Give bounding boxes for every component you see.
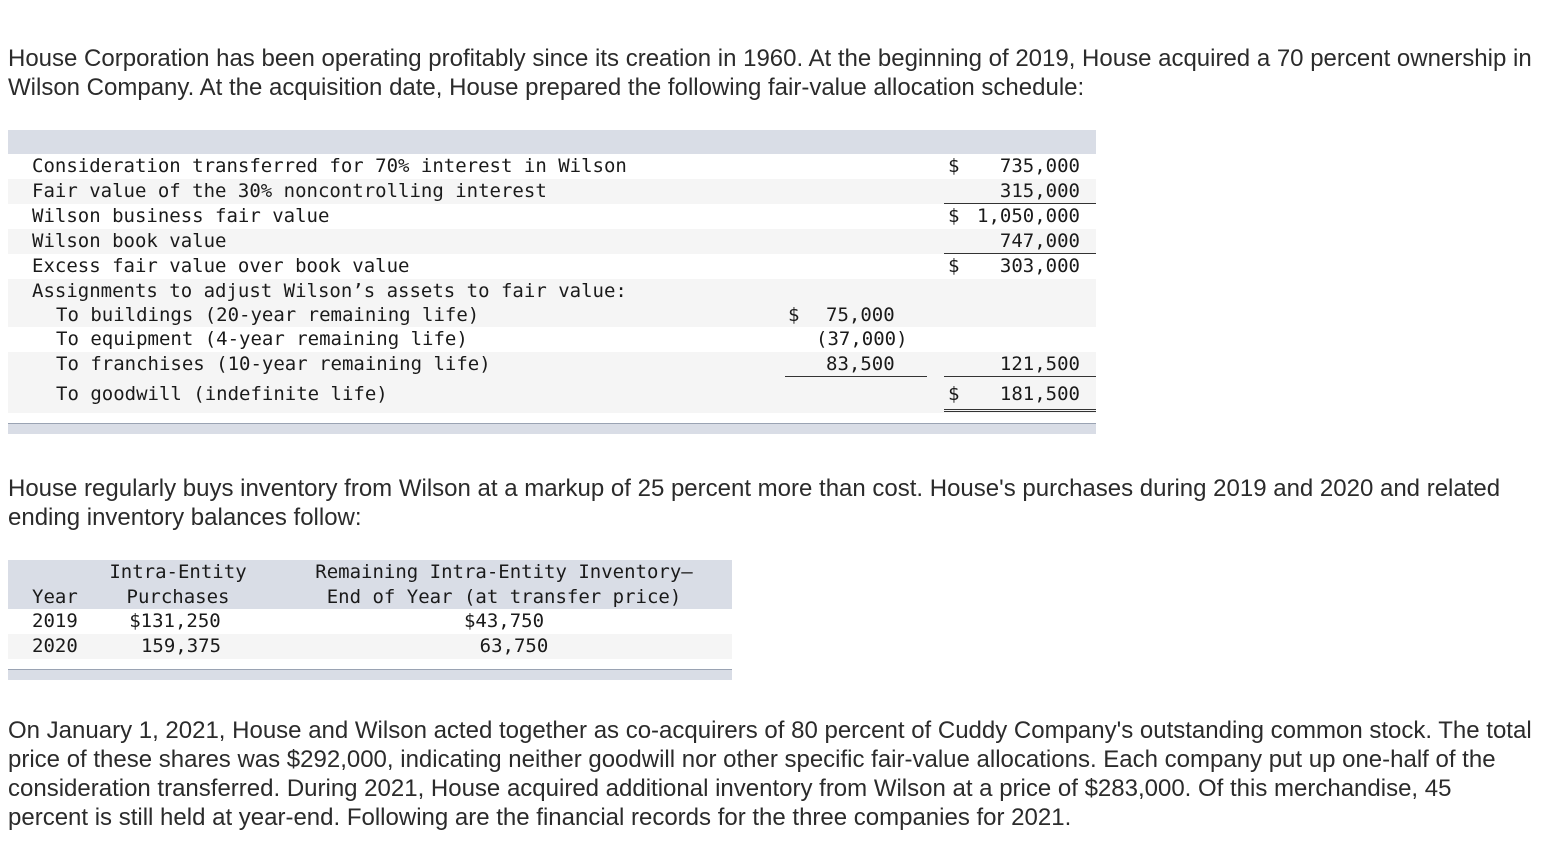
table-row: [8, 327, 1096, 352]
cell-purchases: $131,250: [129, 610, 221, 632]
right-value: 315,000: [999, 180, 1080, 202]
right-value: 735,000: [999, 155, 1080, 177]
row-label: Wilson business fair value: [32, 205, 330, 227]
header-purchases-line1: Intra-Entity: [109, 561, 247, 583]
mid-value: 83,500: [826, 353, 895, 375]
header-remaining-line2: End of Year (at transfer price): [326, 586, 682, 608]
right-value: 121,500: [999, 353, 1080, 375]
table-row: [8, 254, 1096, 279]
inventory-paragraph: House regularly buys inventory from Wilson at a markup of 25 percent more than cost. House's purchases during 2019 and 2020 and related ending inventory balances follow:: [8, 475, 1501, 531]
table-row: [8, 303, 1096, 327]
row-label: To goodwill (indefinite life): [56, 383, 388, 405]
table-row: [8, 634, 732, 659]
dollar-sign: $: [948, 255, 960, 277]
double-underline: [944, 409, 1096, 410]
row-label: To franchises (10-year remaining life): [56, 353, 491, 375]
table-header-band: [8, 130, 1096, 154]
intro-paragraph: House Corporation has been operating profitably since its creation in 1960. At the beginning of 2019, House acquired a 70 percent ownership in Wilson Company. At the acquisition date, House prepared the following fair-value allocation schedule:: [8, 45, 1532, 101]
table-footer-band: [8, 423, 1096, 434]
right-value: 1,050,000: [977, 205, 1080, 227]
table-header: [8, 560, 732, 609]
mid-value: (37,000): [816, 328, 908, 350]
header-purchases-line2: Purchases: [126, 586, 230, 608]
cell-remaining: $43,750: [463, 610, 545, 632]
right-value: 181,500: [999, 383, 1080, 405]
table-row: [8, 204, 1096, 229]
intra-entity-inventory-table: [8, 560, 732, 680]
table-row: [8, 609, 732, 634]
right-value: 747,000: [999, 230, 1080, 252]
cell-remaining: 63,750: [479, 635, 549, 657]
row-label: To equipment (4-year remaining life): [56, 328, 468, 350]
header-remaining-line1: Remaining Intra-Entity Inventory—: [315, 561, 693, 583]
row-label: To buildings (20-year remaining life): [56, 304, 480, 326]
header-year: Year: [32, 586, 78, 608]
cell-year: 2019: [32, 610, 78, 632]
mid-value: 75,000: [826, 304, 895, 326]
dollar-sign: $: [788, 304, 800, 326]
table-footer-band: [8, 669, 732, 680]
right-value: 303,000: [999, 255, 1080, 277]
row-label: Excess fair value over book value: [32, 255, 410, 277]
dollar-sign: $: [948, 383, 960, 405]
table-row: [8, 179, 1096, 204]
table-row: [8, 377, 1096, 413]
cuddy-paragraph: On January 1, 2021, House and Wilson acted together as co-acquirers of 80 percent of Cuddy Company's outstanding common stock. The total price of these shares was $292,000, indicating neither goodwill nor other specific fair-value allocations. Each company put up one-half of the consideration transferred. During 2021, House acquired additional inventory from Wilson at a price of $283,000. Of this merchandise, 45 percent is still held at year-end. Following are the financial records for the three companies for 2021.: [8, 717, 1532, 831]
cell-purchases: 159,375: [140, 635, 222, 657]
row-label: Fair value of the 30% noncontrolling interest: [32, 180, 547, 202]
row-label: Assignments to adjust Wilson’s assets to fair value:: [32, 280, 627, 302]
cell-year: 2020: [32, 635, 78, 657]
table-row: [8, 154, 1096, 179]
row-label: Consideration transferred for 70% interest in Wilson: [32, 155, 627, 177]
double-underline: [944, 411, 1096, 412]
fair-value-allocation-table: [8, 130, 1096, 434]
table-row: [8, 229, 1096, 254]
dollar-sign: $: [948, 155, 960, 177]
row-label: Wilson book value: [32, 230, 227, 252]
table-row: [8, 279, 1096, 303]
dollar-sign: $: [948, 205, 960, 227]
table-row: [8, 352, 1096, 377]
